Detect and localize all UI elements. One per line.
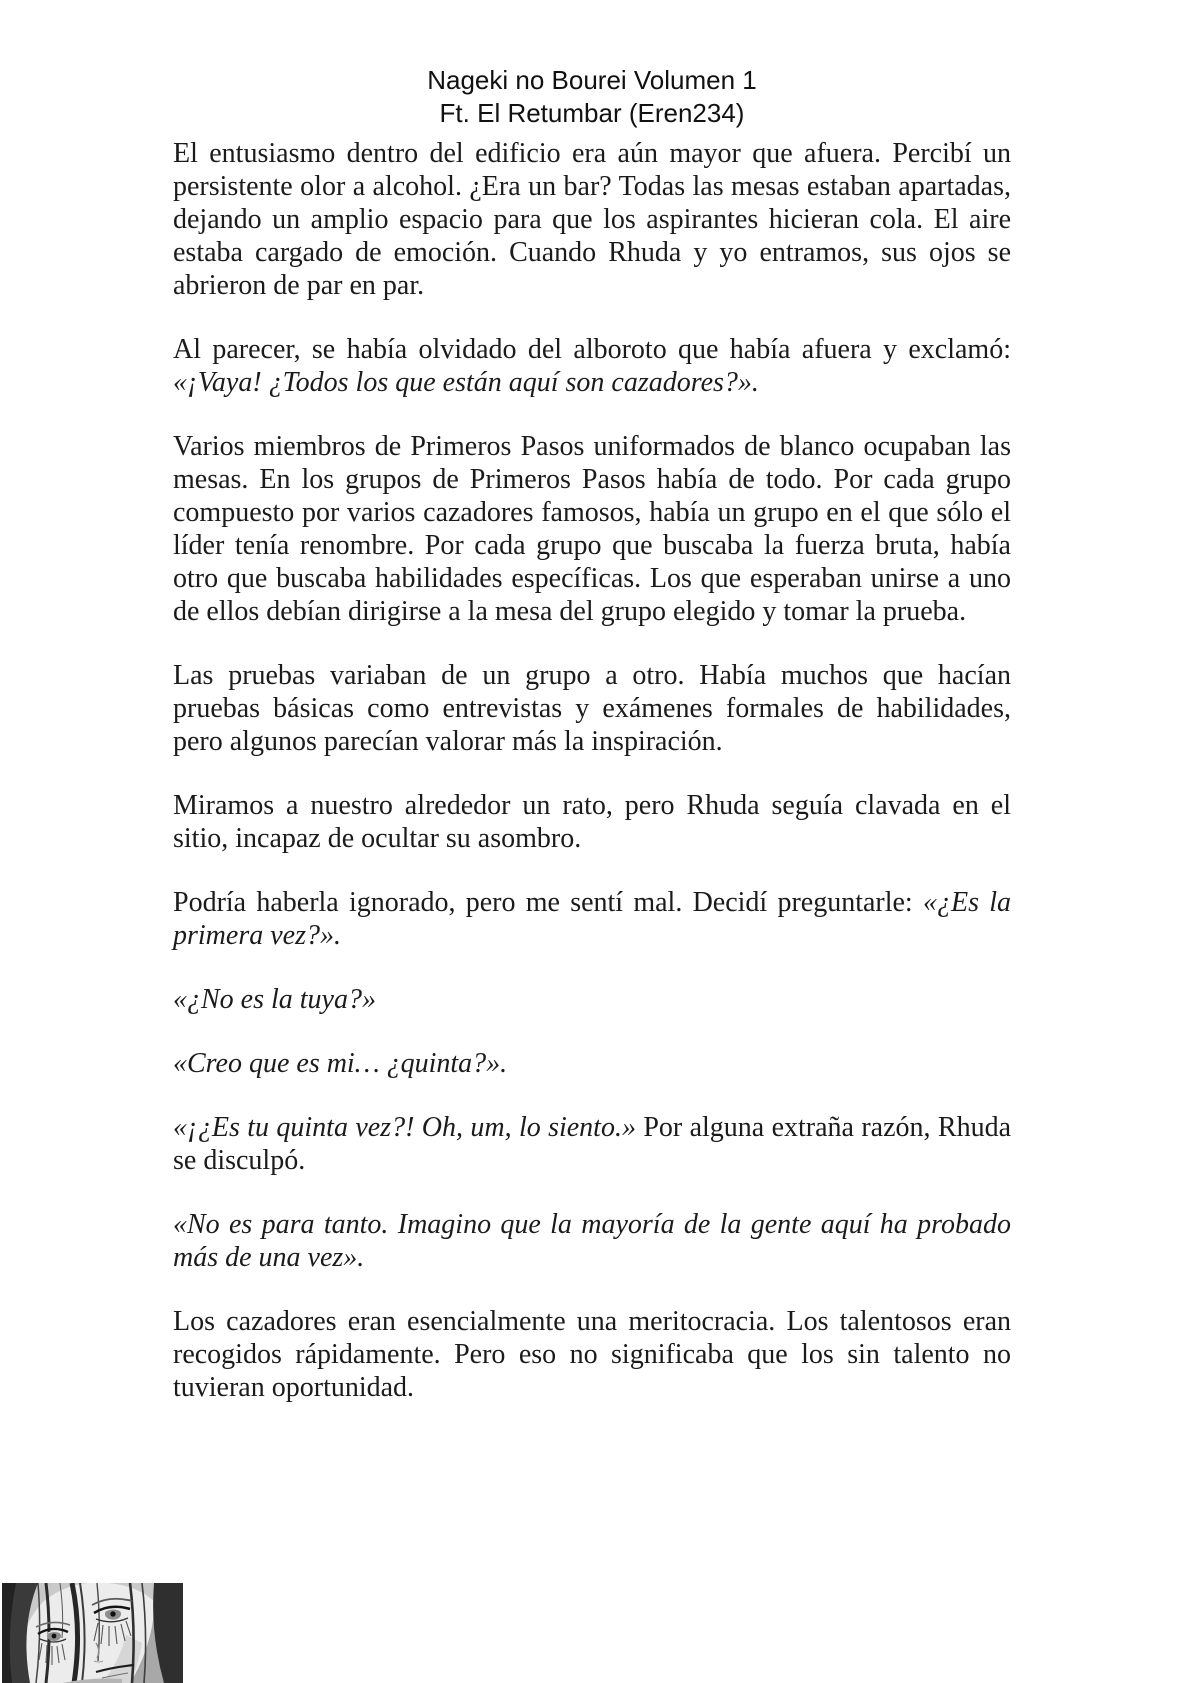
narration-run: Por alguna extraña razón, Rhuda se disculpó. <box>173 1112 1011 1176</box>
narration-run: Podría haberla ignorado, pero me sentí mal. Decidí preguntarle: <box>173 887 923 918</box>
narration-run: Varios miembros de Primeros Pasos uniformados de blanco ocupaban las mesas. En los grupos de Primeros Pasos había de todo. Por cada grupo compuesto por varios cazadores famosos, había un grupo en el que sólo el líder tenía renombre. Por cada grupo que buscaba la fuerza bruta, había otro que buscaba habilidades específicas. Los que esperaban unirse a uno de ellos debían dirigirse a la mesa del grupo elegido y tomar la prueba. <box>173 431 1011 627</box>
narration-run: Las pruebas variaban de un grupo a otro. Había muchos que hacían pruebas básicas como entrevistas y exámenes formales de habilidades, pero algunos parecían valorar más la inspiración. <box>173 660 1011 757</box>
paragraph <box>173 430 1011 628</box>
manga-face-illustration <box>2 1583 183 1683</box>
narration-run: Al parecer, se había olvidado del alboroto que había afuera y exclamó: <box>173 334 1011 365</box>
paragraph <box>173 789 1011 855</box>
dialogue-quote-run: «¡Vaya! ¿Todos los que están aquí son cazadores?». <box>173 367 759 398</box>
narration-run: El entusiasmo dentro del edificio era aún mayor que afuera. Percibí un persistente olor a alcohol. ¿Era un bar? Todas las mesas estaban apartadas, dejando un amplio espacio para que los aspirantes hicieran cola. El aire estaba cargado de emoción. Cuando Rhuda y yo entramos, sus ojos se abrieron de par en par. <box>173 138 1011 301</box>
dialogue-quote-run: «¡¿Es tu quinta vez?! Oh, um, lo siento.» <box>173 1112 636 1143</box>
paragraph <box>173 1208 1011 1274</box>
text-column <box>173 64 1011 1435</box>
paragraph <box>173 659 1011 758</box>
paragraph <box>173 886 1011 952</box>
paragraph <box>173 1111 1011 1177</box>
dialogue-quote-run: «¿Es la primera vez?». <box>173 887 1011 951</box>
document-subtitle: Ft. El Retumbar (Eren234) <box>439 98 745 128</box>
manga-face-image <box>2 1583 183 1683</box>
narration-run: Miramos a nuestro alrededor un rato, pero Rhuda seguía clavada en el sitio, incapaz de ocultar su asombro. <box>173 790 1011 854</box>
document-body <box>173 137 1011 1404</box>
paragraph <box>173 137 1011 302</box>
document-header <box>173 64 1011 130</box>
dialogue-quote-run: «¿No es la tuya?» <box>173 984 376 1015</box>
dialogue-quote-run: «Creo que es mi… ¿quinta?». <box>173 1048 508 1079</box>
paragraph <box>173 1305 1011 1404</box>
paragraph <box>173 983 1011 1016</box>
paragraph <box>173 333 1011 399</box>
narration-run: Los cazadores eran esencialmente una meritocracia. Los talentosos eran recogidos rápidamente. Pero eso no significaba que los sin talento no tuvieran oportunidad. <box>173 1306 1011 1403</box>
document-title: Nageki no Bourei Volumen 1 <box>427 65 757 95</box>
paragraph <box>173 1047 1011 1080</box>
dialogue-quote-run: «No es para tanto. Imagino que la mayoría de la gente aquí ha probado más de una vez». <box>173 1209 1011 1273</box>
